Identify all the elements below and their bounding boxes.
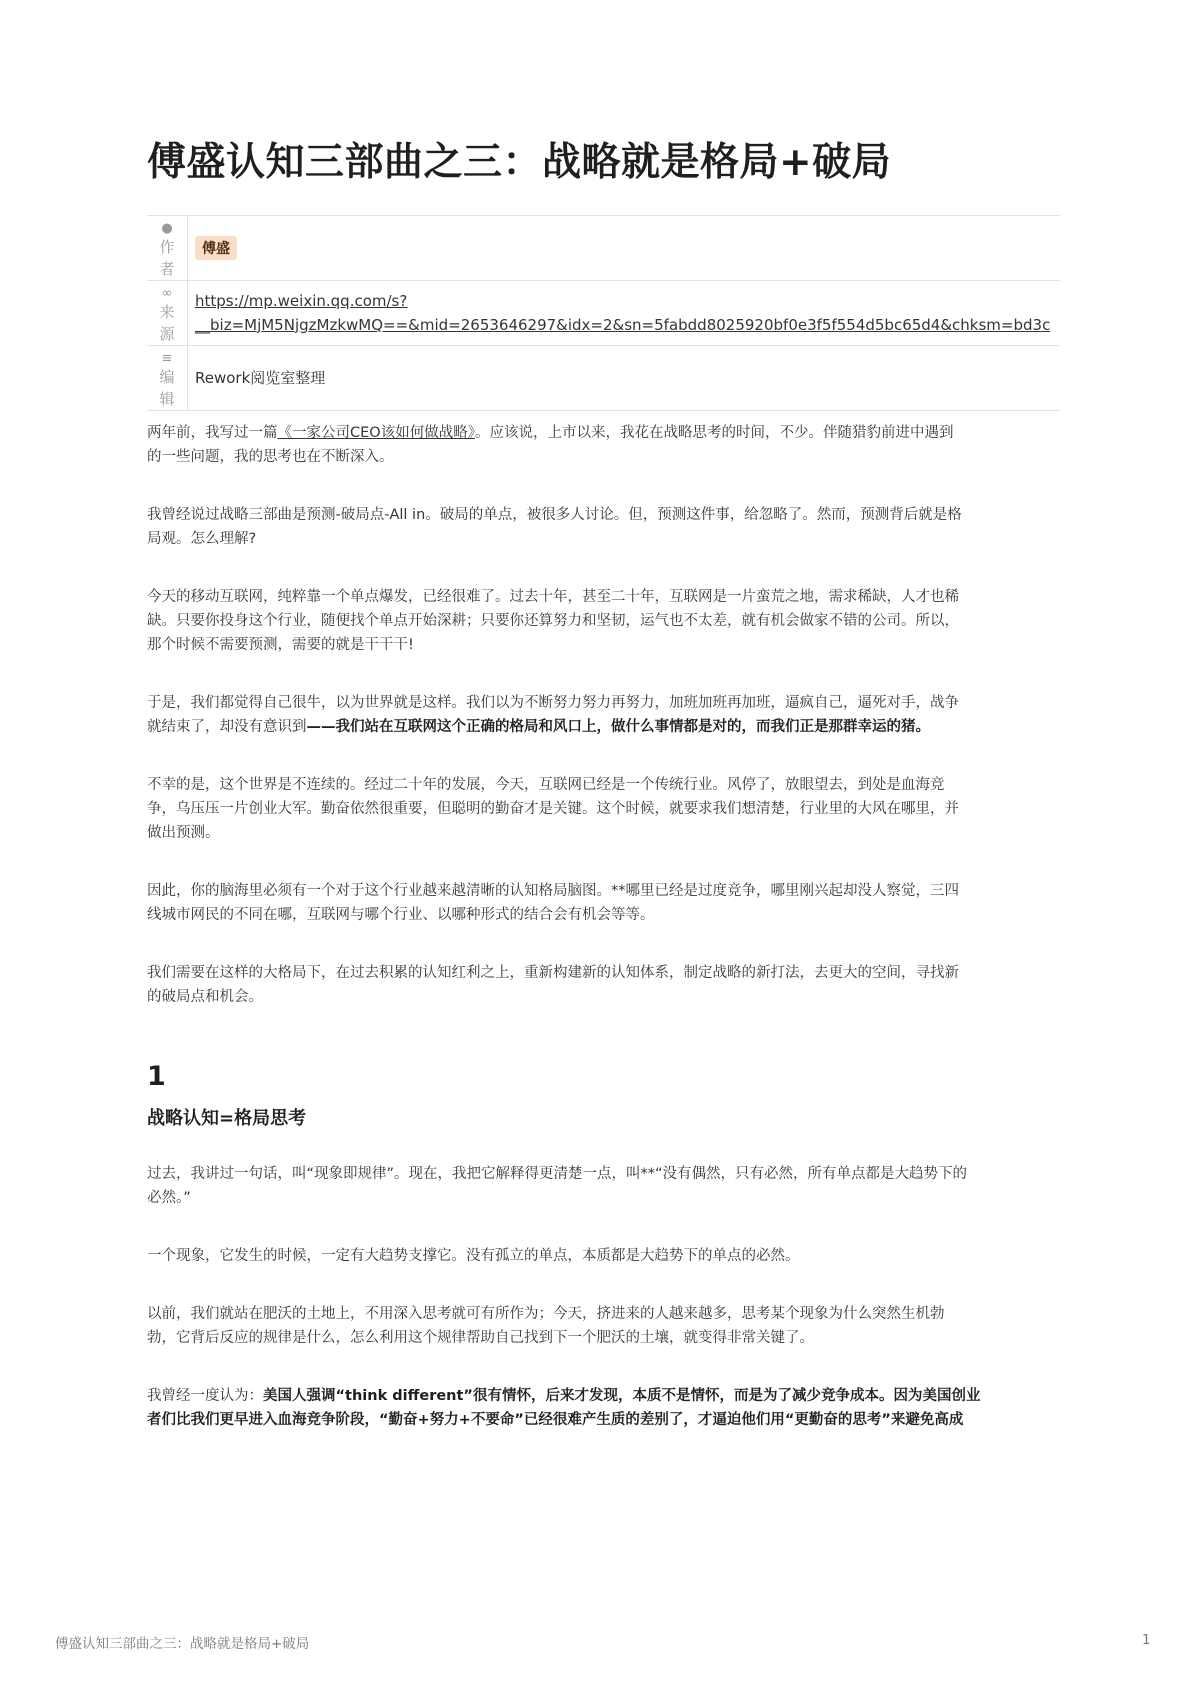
- paragraph-8: [147, 1162, 1060, 1210]
- paragraph-5-line-1: 不幸的是，这个世界是不连续的。经过二十年的发展，今天，互联网已经是一个传统行业。风停了，放眼望去，到处是血海竞: [147, 776, 945, 793]
- property-source: [147, 281, 1060, 346]
- paragraph-6-line-2: 线城市网民的不同在哪，互联网与哪个行业、以哪种形式的结合会有机会等等。: [147, 906, 655, 923]
- paragraph-7-line-2: 的破局点和机会。: [147, 988, 263, 1005]
- text: 我曾经一度认为：: [147, 1387, 263, 1404]
- paragraph-9-line-1: 一个现象，它发生的时候，一定有大趋势支撑它。没有孤立的单点，本质都是大趋势下的单点的必然。: [147, 1247, 800, 1264]
- paragraph-10: [147, 1302, 1060, 1350]
- link-icon: ∞: [161, 285, 173, 301]
- property-key-editor: [147, 346, 188, 410]
- paragraph-1-line-2: 的一些问题，我的思考也在不断深入。: [147, 448, 394, 465]
- author-tag[interactable]: 傅盛: [195, 236, 237, 260]
- paragraph-4: [147, 691, 1060, 739]
- paragraph-10-line-2: 勃，它背后反应的规律是什么，怎么利用这个规律帮助自己找到下一个肥沃的土壤，就变得非常关键了。: [147, 1329, 814, 1346]
- paragraph-11-line-2: 者们比我们更早进入血海竞争阶段，“勤奋+努力+不要命”已经很难产生质的差别了，才逼迫他们用“更勤奋的思考”来避免高成: [147, 1411, 964, 1428]
- property-key-source: [147, 281, 188, 345]
- paragraph-5-line-2: 争，乌压压一片创业大军。勤奋依然很重要，但聪明的勤奋才是关键。这个时候，就要求我们想清楚，行业里的大风在哪里，并: [147, 800, 959, 817]
- paragraph-11-line-1: [147, 1384, 1060, 1408]
- paragraph-4-line-2: [147, 715, 1060, 739]
- footer-page-number: 1: [1142, 1632, 1151, 1648]
- property-editor: [147, 346, 1060, 411]
- footer-title: 傅盛认知三部曲之三：战略就是格局+破局: [55, 1636, 310, 1652]
- paragraph-2-line-2: 局观。怎么理解?: [147, 530, 257, 547]
- paragraph-5: [147, 773, 1060, 845]
- property-label-editor: 编辑: [159, 367, 175, 408]
- properties-table: [147, 215, 1060, 411]
- person-icon: ●: [161, 220, 173, 236]
- text-lines-icon: ≡: [161, 350, 173, 366]
- bold-text: ——我们站在互联网这个正确的格局和风口上，做什么事情都是对的，而我们正是那群幸运的猪。: [306, 718, 930, 735]
- property-value-author[interactable]: [188, 216, 1060, 280]
- text: 两年前，我写过一篇: [147, 424, 278, 441]
- text: 。应该说，上市以来，我花在战略思考的时间，不少。伴随猎豹前进中遇到: [474, 424, 954, 441]
- paragraph-10-line-1: 以前，我们就站在肥沃的土地上，不用深入思考就可有所作为；今天，挤进来的人越来越多，思考某个现象为什么突然生机勃: [147, 1305, 945, 1322]
- paragraph-6: [147, 879, 1060, 927]
- property-key-author: [147, 216, 188, 280]
- paragraph-5-line-3: 做出预测。: [147, 824, 220, 841]
- bold-text: 美国人强调“think different”很有情怀，后来才发现，本质不是情怀，而是为了减少竞争成本。因为美国创业: [263, 1387, 981, 1404]
- paragraph-3-line-1: 今天的移动互联网，纯粹靠一个单点爆发，已经很难了。过去十年，甚至二十年，互联网是一片蛮荒之地，需求稀缺，人才也稀: [147, 588, 959, 605]
- paragraph-2: [147, 503, 1060, 551]
- paragraph-11: [147, 1384, 1060, 1432]
- article-link[interactable]: 《一家公司CEO该如何做战略》: [277, 424, 475, 441]
- section-title: 战略认知=格局思考: [147, 1107, 307, 1129]
- section-number: 1: [147, 1060, 166, 1092]
- paragraph-8-line-2: 必然。”: [147, 1189, 191, 1206]
- paragraph-2-line-1: 我曾经说过战略三部曲是预测-破局点-All in。破局的单点，被很多人讨论。但，预测这件事，给忽略了。然而，预测背后就是格: [147, 506, 962, 523]
- property-value-editor[interactable]: [188, 346, 1060, 410]
- source-link-line1[interactable]: https://mp.weixin.qq.com/s?: [195, 291, 408, 310]
- editor-value: Rework阅览室整理: [195, 369, 326, 388]
- document-page: [147, 140, 1060, 1466]
- paragraph-3-line-3: 那个时候不需要预测，需要的就是干干干!: [147, 636, 414, 653]
- paragraph-9: [147, 1244, 1060, 1268]
- text: 就结束了，却没有意识到: [147, 718, 307, 735]
- property-label-author: 作者: [159, 237, 175, 278]
- property-value-source[interactable]: [188, 281, 1060, 345]
- paragraph-4-line-1: 于是，我们都觉得自己很牛，以为世界就是这样。我们以为不断努力努力再努力，加班加班再加班，逼疯自己，逼死对手，战争: [147, 694, 959, 711]
- property-author: [147, 216, 1060, 281]
- property-label-source: 来源: [159, 302, 175, 343]
- page-title: 傅盛认知三部曲之三：战略就是格局+破局: [147, 140, 892, 185]
- source-link-line2[interactable]: __biz=MjM5NjgzMzkwMQ==&mid=2653646297&idx=2&sn=5fabdd8025920bf0e3f5f554d5bc65d4&chksm=bd3c: [195, 315, 1051, 334]
- paragraph-7: [147, 961, 1060, 1009]
- paragraph-7-line-1: 我们需要在这样的大格局下，在过去积累的认知红利之上，重新构建新的认知体系，制定战略的新打法，去更大的空间，寻找新: [147, 964, 959, 981]
- paragraph-1: [147, 421, 1060, 469]
- paragraph-3-line-2: 缺。只要你投身这个行业，随便找个单点开始深耕；只要你还算努力和坚韧，运气也不太差，就有机会做家不错的公司。所以，: [147, 612, 959, 629]
- paragraph-1-line-1: [147, 421, 1060, 445]
- paragraph-8-line-1: 过去，我讲过一句话，叫“现象即规律”。现在，我把它解释得更清楚一点，叫**“没有偶然，只有必然，所有单点都是大趋势下的: [147, 1165, 968, 1182]
- paragraph-6-line-1: 因此，你的脑海里必须有一个对于这个行业越来越清晰的认知格局脑图。**哪里已经是过度竞争，哪里刚兴起却没人察觉，三四: [147, 882, 959, 899]
- paragraph-3: [147, 585, 1060, 657]
